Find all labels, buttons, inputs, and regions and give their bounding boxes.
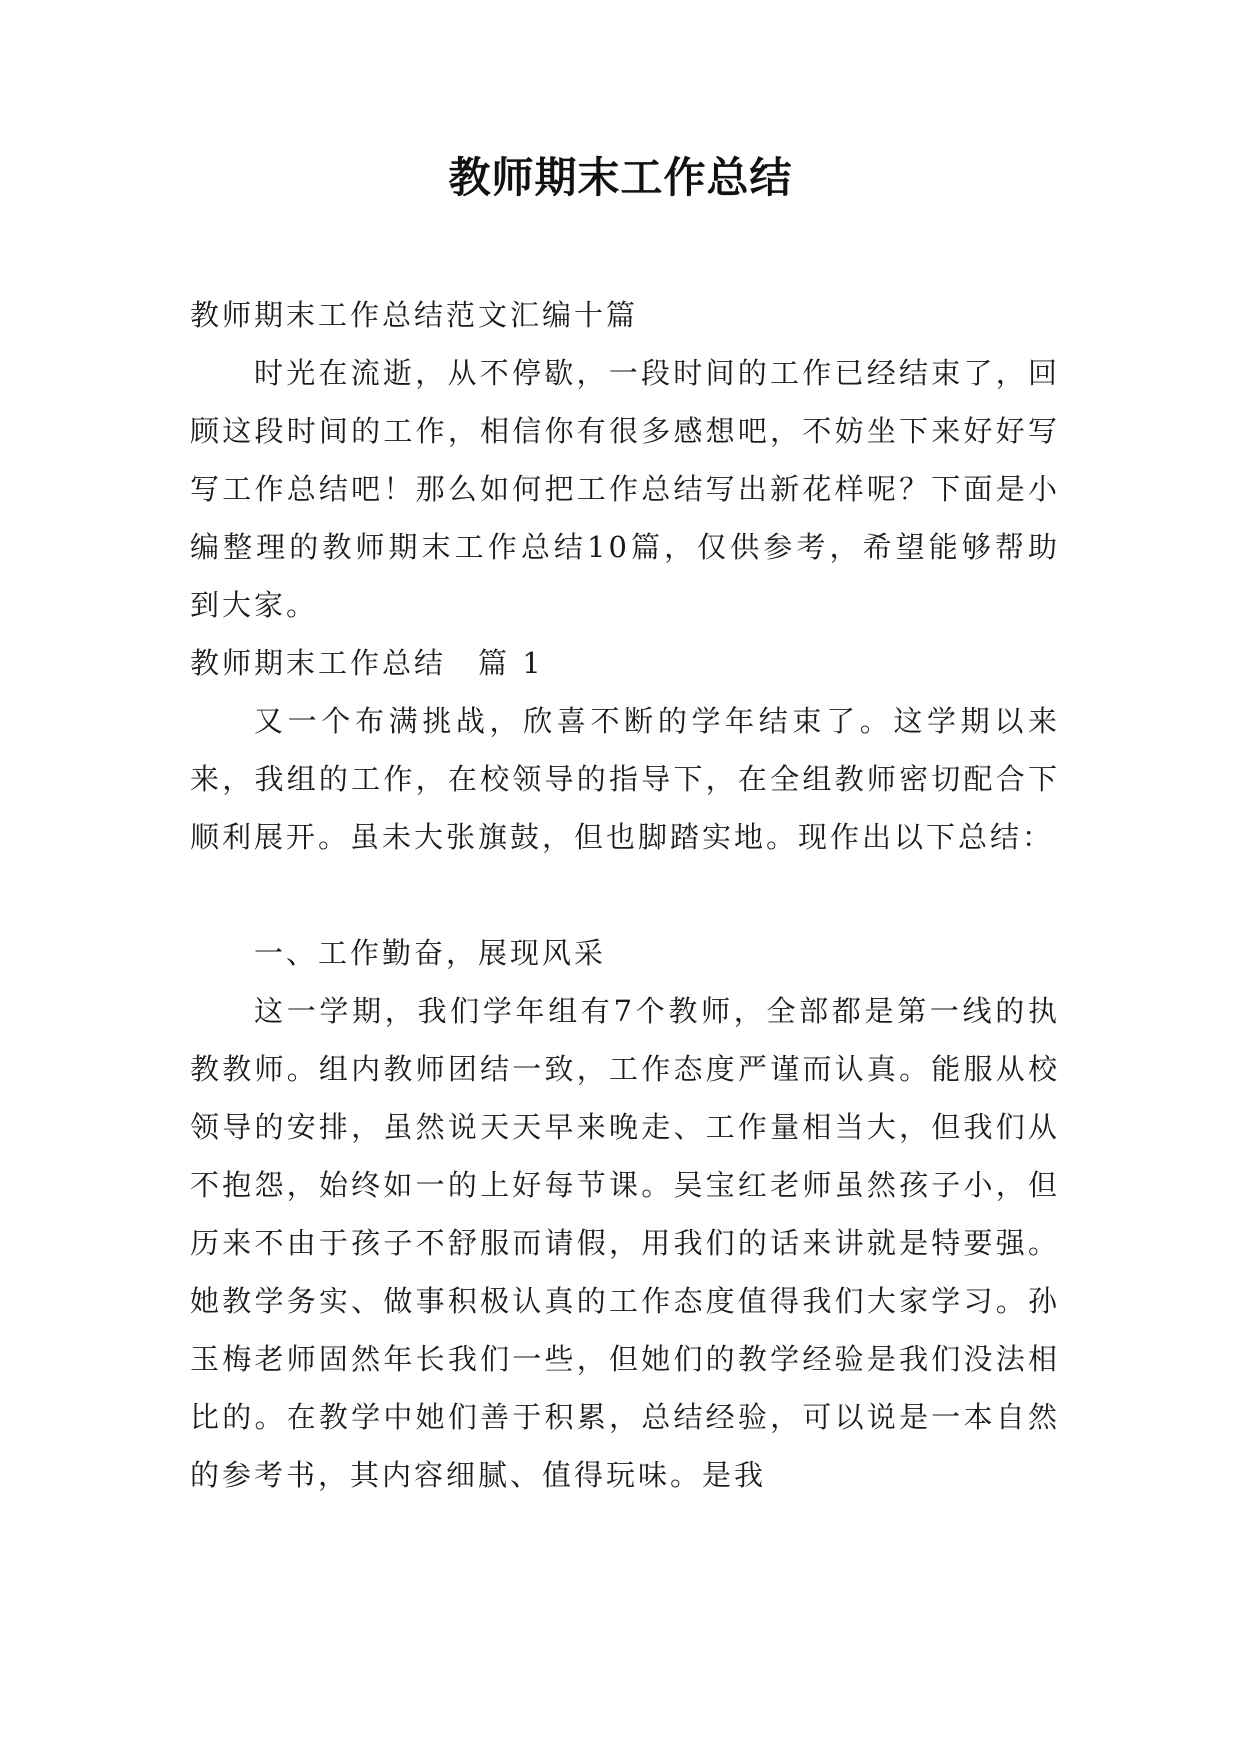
blank-line	[190, 866, 1060, 924]
intro-paragraph: 时光在流逝，从不停歇，一段时间的工作已经结束了，回顾这段时间的工作，相信你有很多感想吧，不妨坐下来好好写写工作总结吧！那么如何把工作总结写出新花样呢？下面是小编整理的教师期末工作总结10篇，仅供参考，希望能够帮助到大家。	[190, 356, 1060, 622]
subheading: 一、工作勤奋，展现风采	[254, 936, 607, 970]
document-body	[190, 286, 1060, 1504]
section-heading: 教师期末工作总结 篇 1	[190, 646, 544, 680]
section-paragraph: 这一学期，我们学年组有7个教师，全部都是第一线的执教教师。组内教师团结一致，工作态度严谨而认真。能服从校领导的安排，虽然说天天早来晚走、工作量相当大，但我们从不抱怨，始终如一的上好每节课。吴宝红老师虽然孩子小，但历来不由于孩子不舒服而请假，用我们的话来讲就是特要强。她教学务实、做事积极认真的工作态度值得我们大家学习。孙玉梅老师固然年长我们一些，但她们的教学经验是我们没法相比的。在教学中她们善于积累，总结经验，可以说是一本自然的参考书，其内容细腻、值得玩味。是我	[190, 994, 1060, 1492]
section-paragraph: 又一个布满挑战，欣喜不断的学年结束了。这学期以来来，我组的工作，在校领导的指导下，在全组教师密切配合下顺利展开。虽未大张旗鼓，但也脚踏实地。现作出以下总结：	[190, 704, 1060, 854]
document-title: 教师期末工作总结	[448, 153, 793, 202]
subtitle-line: 教师期末工作总结范文汇编十篇	[190, 298, 639, 332]
